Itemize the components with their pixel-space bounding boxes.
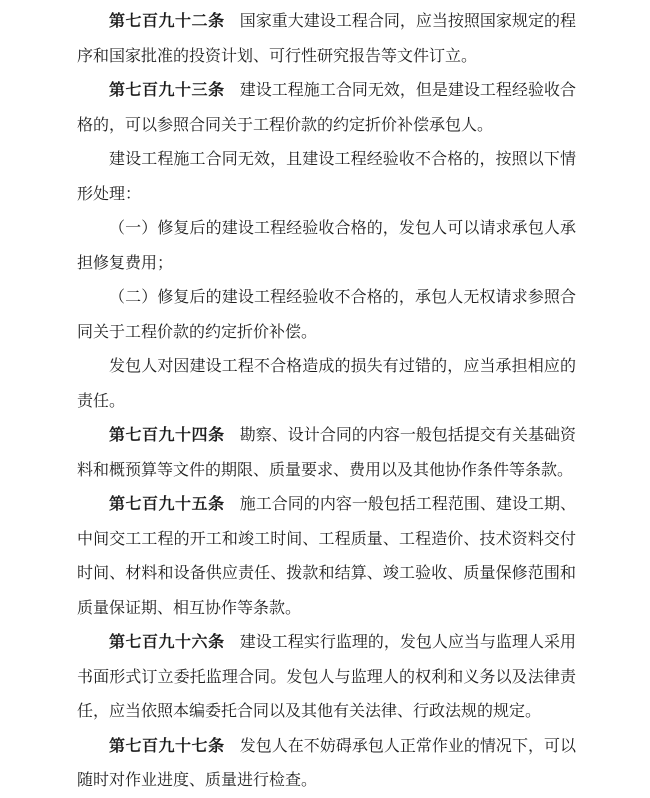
article-number: 第七百九十五条 bbox=[109, 494, 225, 513]
paragraph-text: （二）修复后的建设工程经验收不合格的，承包人无权请求参照合同关于工程价款的约定折价补偿。 bbox=[77, 287, 576, 341]
document-body bbox=[77, 4, 576, 798]
paragraph bbox=[77, 625, 576, 729]
paragraph bbox=[77, 487, 576, 625]
paragraph bbox=[77, 211, 576, 280]
article-number: 第七百九十二条 bbox=[109, 11, 225, 30]
paragraph bbox=[77, 142, 576, 211]
article-number: 第七百九十六条 bbox=[109, 632, 225, 651]
paragraph-text: 发包人对因建设工程不合格造成的损失有过错的，应当承担相应的责任。 bbox=[77, 356, 576, 410]
article-number: 第七百九十三条 bbox=[109, 80, 225, 99]
paragraph bbox=[77, 73, 576, 142]
paragraph-text: 国家重大建设工程合同，应当按照国家规定的程序和国家批准的投资计划、可行性研究报告等文件订立。 bbox=[77, 11, 576, 65]
paragraph-text: 建设工程实行监理的，发包人应当与监理人采用书面形式订立委托监理合同。发包人与监理人的权利和义务以及法律责任，应当依照本编委托合同以及其他有关法律、行政法规的规定。 bbox=[77, 632, 576, 720]
paragraph-text: （一）修复后的建设工程经验收合格的，发包人可以请求承包人承担修复费用； bbox=[77, 218, 576, 272]
paragraph-text: 发包人在不妨碍承包人正常作业的情况下，可以随时对作业进度、质量进行检查。 bbox=[77, 735, 576, 789]
paragraph bbox=[77, 280, 576, 349]
paragraph-text: 勘察、设计合同的内容一般包括提交有关基础资料和概预算等文件的期限、质量要求、费用以及其他协作条件等条款。 bbox=[77, 425, 576, 479]
paragraph-text: 建设工程施工合同无效，且建设工程经验收不合格的，按照以下情形处理： bbox=[77, 149, 576, 203]
paragraph bbox=[77, 729, 576, 798]
paragraph-text: 施工合同的内容一般包括工程范围、建设工期、中间交工工程的开工和竣工时间、工程质量、工程造价、技术资料交付时间、材料和设备供应责任、拨款和结算、竣工验收、质量保修范围和质量保证期、相互协作等条款。 bbox=[77, 494, 576, 617]
paragraph-text: 建设工程施工合同无效，但是建设工程经验收合格的，可以参照合同关于工程价款的约定折价补偿承包人。 bbox=[77, 80, 576, 134]
article-number: 第七百九十四条 bbox=[109, 425, 225, 444]
article-number: 第七百九十七条 bbox=[109, 735, 225, 755]
paragraph bbox=[77, 418, 576, 487]
paragraph bbox=[77, 349, 576, 418]
paragraph bbox=[77, 4, 576, 73]
